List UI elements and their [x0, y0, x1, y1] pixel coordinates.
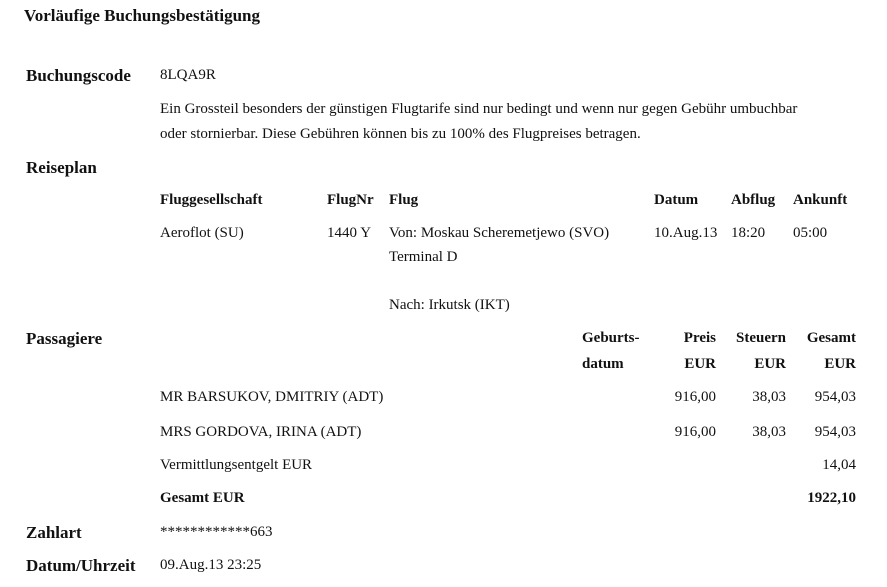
passenger-name: MR BARSUKOV, DMITRIY (ADT)	[160, 389, 384, 405]
fee-label: Vermittlungsentgelt EUR	[160, 457, 313, 473]
booking-code-label: Buchungscode	[26, 66, 131, 85]
sum-label: Gesamt EUR	[160, 490, 245, 506]
flight-terminal: Terminal D	[389, 249, 458, 265]
header-flight: Flug	[389, 192, 419, 208]
flight-date: 10.Aug.13	[654, 225, 718, 241]
datetime-label: Datum/Uhrzeit	[26, 556, 136, 575]
flight-airline: Aeroflot (SU)	[160, 225, 244, 241]
passengers-label: Passagiere	[26, 329, 103, 348]
header-price-line1: Preis	[683, 330, 716, 346]
booking-notice-line2: oder stornierbar. Diese Gebühren können bis zu 100% des Flugpreises betragen.	[160, 126, 641, 142]
datetime-value: 09.Aug.13 23:25	[160, 557, 262, 573]
passenger-name: MRS GORDOVA, IRINA (ADT)	[160, 424, 362, 440]
flight-number: 1440 Y	[327, 225, 372, 241]
flight-to: Nach: Irkutsk (IKT)	[389, 297, 510, 313]
sum-value: 1922,10	[807, 490, 856, 506]
payment-value: ************663	[160, 524, 273, 540]
fee-value: 14,04	[822, 457, 856, 473]
header-birth-line1: Geburts-	[582, 330, 640, 346]
header-total-line1: Gesamt	[806, 330, 856, 346]
header-total-line2: EUR	[824, 356, 856, 372]
header-tax-line2: EUR	[754, 356, 786, 372]
header-airline: Fluggesellschaft	[160, 192, 263, 208]
itinerary-label: Reiseplan	[26, 158, 97, 177]
flight-from: Von: Moskau Scheremetjewo (SVO)	[389, 225, 610, 241]
header-birth-line2: datum	[582, 356, 624, 372]
passenger-price: 916,00	[674, 424, 716, 440]
booking-notice-line1: Ein Grossteil besonders der günstigen Flugtarife sind nur bedingt und wenn nur gegen Gebühr umbuchbar	[160, 101, 798, 117]
booking-code-value: 8LQA9R	[160, 67, 216, 83]
flight-arrival-time: 05:00	[793, 225, 828, 241]
header-price-line2: EUR	[684, 356, 716, 372]
passenger-price: 916,00	[674, 389, 716, 405]
passenger-tax: 38,03	[752, 389, 786, 405]
header-departure: Abflug	[731, 192, 776, 208]
header-flight-number: FlugNr	[327, 192, 374, 208]
header-arrival: Ankunft	[793, 192, 848, 208]
passenger-tax: 38,03	[752, 424, 786, 440]
page-title: Vorläufige Buchungsbestätigung	[24, 6, 261, 25]
header-date: Datum	[654, 192, 699, 208]
passenger-total: 954,03	[814, 389, 856, 405]
header-tax-line1: Steuern	[736, 330, 786, 346]
payment-label: Zahlart	[26, 523, 82, 542]
flight-departure-time: 18:20	[731, 225, 766, 241]
passenger-total: 954,03	[814, 424, 856, 440]
